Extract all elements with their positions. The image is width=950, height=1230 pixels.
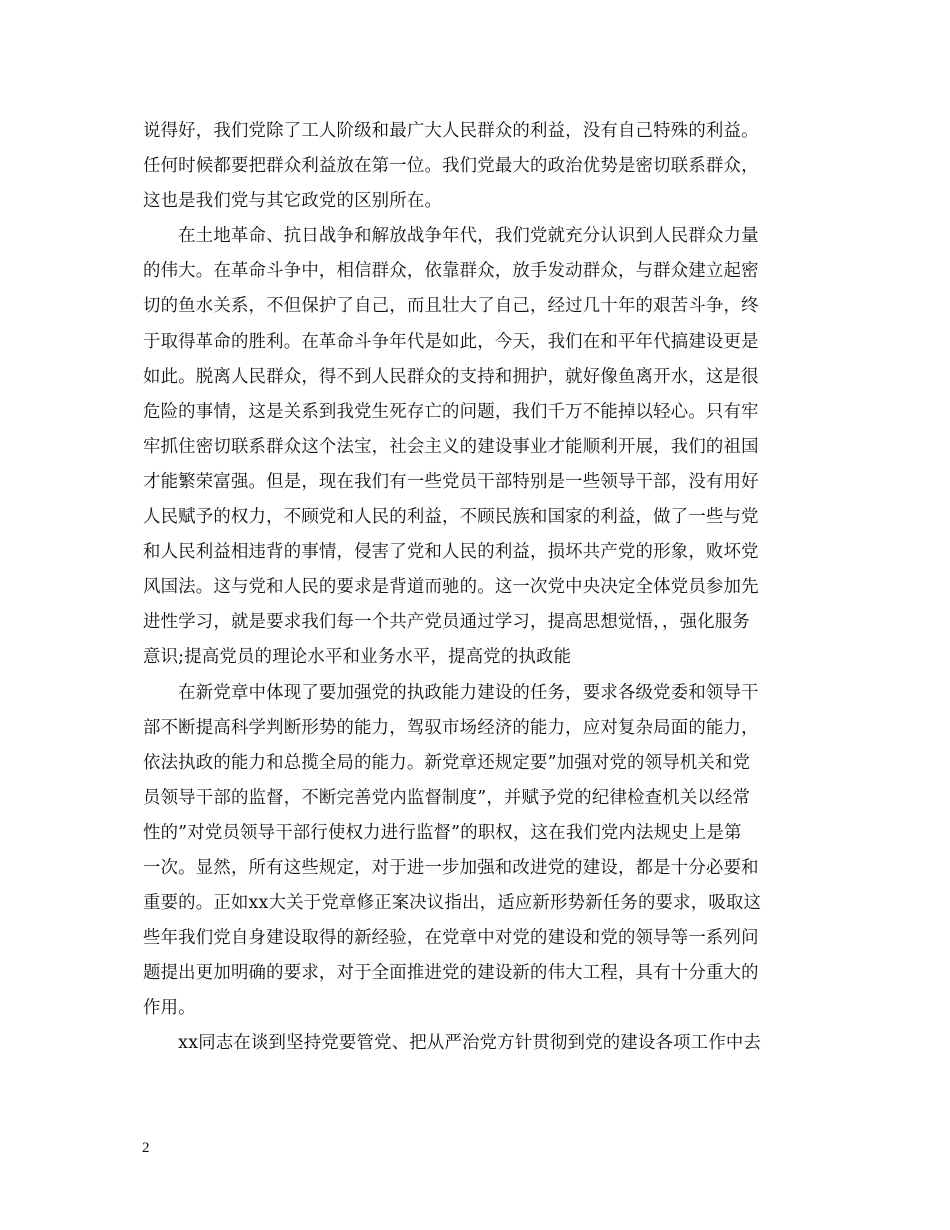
text-line: 重要的。正如xx大关于党章修正案决议指出，适应新形势新任务的要求，吸取这 (143, 893, 762, 914)
text-line: 意识;提高党员的理论水平和业务水平，提高党的执政能 (143, 647, 572, 668)
text-line: 人民赋予的权力，不顾党和人民的利益，不顾民族和国家的利益，做了一些与党 (143, 507, 759, 528)
text-line: 一次。显然，所有这些规定，对于进一步加强和改进党的建设，都是十分必要和 (143, 857, 759, 878)
text-line: 于取得革命的胜利。在革命斗争年代是如此，今天，我们在和平年代搞建设更是 (143, 331, 759, 352)
text-line: 风国法。这与党和人民的要求是背道而驰的。这一次党中央决定全体党员参加先 (143, 577, 759, 598)
text-line: 进性学习，就是要求我们每一个共产党员通过学习，提高思想觉悟，，强化服务 (143, 612, 750, 633)
text-line: 部不断提高科学判断形势的能力，驾驭市场经济的能力，应对复杂局面的能力， (143, 717, 759, 738)
text-line: 些年我们党自身建设取得的新经验，在党章中对党的建设和党的领导等一系列问 (143, 928, 759, 949)
text-line: 如此。脱离人民群众，得不到人民群众的支持和拥护，就好像鱼离开水，这是很 (143, 366, 759, 387)
document-body (143, 114, 810, 1062)
text-line: 在新党章中体现了要加强党的执政能力建设的任务，要求各级党委和领导干 (143, 682, 759, 703)
text-line: 作用。 (143, 998, 196, 1019)
text-line: 牢抓住密切联系群众这个法宝，社会主义的建设事业才能顺利开展，我们的祖国 (143, 436, 759, 457)
text-line: 员领导干部的监督，不断完善党内监督制度”，并赋予党的纪律检查机关以经常 (143, 787, 751, 808)
text-line: 才能繁荣富强。但是，现在我们有一些党员干部特别是一些领导干部，没有用好 (143, 471, 759, 492)
text-line: 题提出更加明确的要求，对于全面推进党的建设新的伟大工程，具有十分重大的 (143, 963, 759, 984)
text-line: 依法执政的能力和总揽全局的能力。新党章还规定要”加强对党的领导机关和党 (143, 752, 751, 773)
text-line: 任何时候都要把群众利益放在第一位。我们党最大的政治优势是密切联系群众， (143, 156, 759, 177)
text-line: 性的”对党员领导干部行使权力进行监督”的职权，这在我们党内法规史上是第 (143, 822, 742, 843)
text-line: 在土地革命、抗日战争和解放战争年代，我们党就充分认识到人民群众力量 (143, 226, 759, 247)
page-number: 2 (142, 1140, 150, 1156)
text-line: 这也是我们党与其它政党的区别所在。 (143, 191, 443, 212)
text-line: 切的鱼水关系，不但保护了自己，而且壮大了自己，经过几十年的艰苦斗争，终 (143, 296, 759, 317)
text-line: xx同志在谈到坚持党要管党、把从严治党方针贯彻到党的建设各项工作中去 (143, 1033, 762, 1054)
text-line: 和人民利益相违背的事情，侵害了党和人民的利益，损坏共产党的形象，败坏党 (143, 542, 759, 563)
text-line: 危险的事情，这是关系到我党生死存亡的问题，我们千万不能掉以轻心。只有牢 (143, 401, 759, 422)
text-line: 的伟大。在革命斗争中，相信群众，依靠群众，放手发动群众，与群众建立起密 (143, 261, 759, 282)
text-line: 说得好，我们党除了工人阶级和最广大人民群众的利益，没有自己特殊的利益。 (143, 121, 759, 141)
